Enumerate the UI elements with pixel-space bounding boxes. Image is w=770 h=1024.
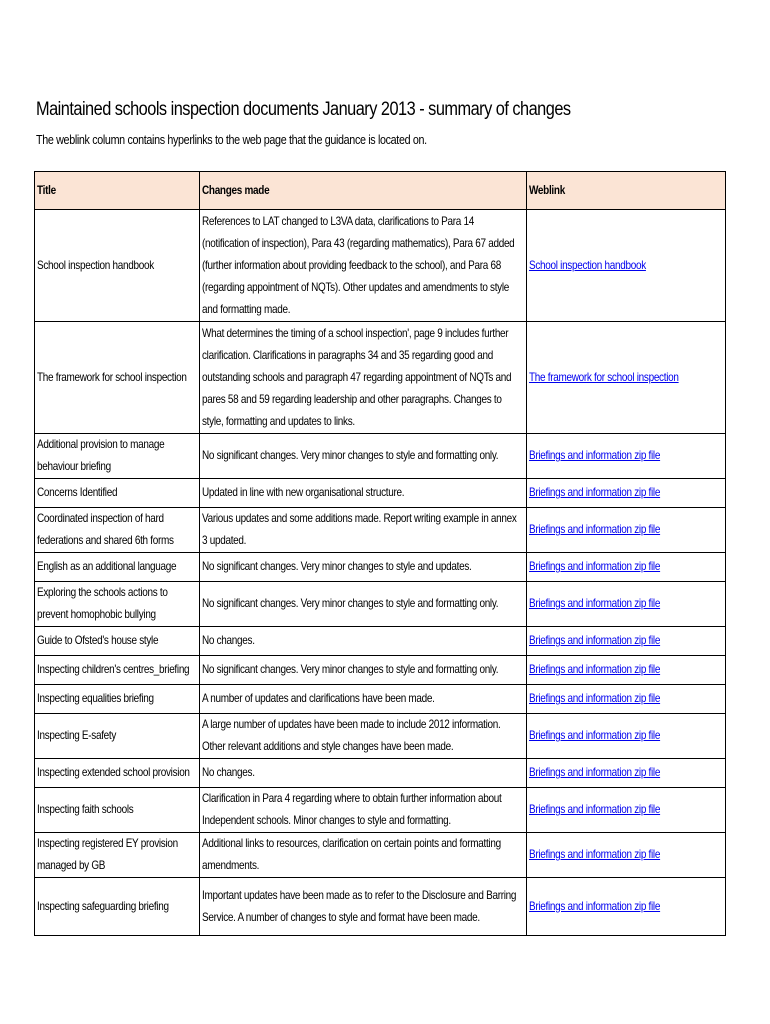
table-row	[35, 434, 726, 479]
changes-made-cell: A number of updates and clarifications have been made.	[200, 685, 527, 714]
changes-made-cell: No significant changes. Very minor changes to style and formatting only.	[200, 582, 527, 627]
weblink-link[interactable]: Briefings and information zip file	[529, 634, 661, 647]
document-title-cell: Additional provision to manage behaviour briefing	[35, 434, 200, 479]
table-row	[35, 553, 726, 582]
changes-made-cell: Clarification in Para 4 regarding where to obtain further information about Independent schools. Minor changes to style and formatting.	[200, 788, 527, 833]
table-row	[35, 627, 726, 656]
document-title-cell: Inspecting equalities briefing	[35, 685, 200, 714]
table-row	[35, 210, 726, 322]
table-row	[35, 322, 726, 434]
weblink-cell	[527, 788, 726, 833]
weblink-cell	[527, 553, 726, 582]
document-title-cell: Guide to Ofsted's house style	[35, 627, 200, 656]
document-title-cell: Inspecting children's centres_briefing	[35, 656, 200, 685]
document-title-cell: Inspecting E-safety	[35, 714, 200, 759]
table-row	[35, 656, 726, 685]
table-header-row	[35, 172, 726, 210]
changes-made-cell: Updated in line with new organisational structure.	[200, 479, 527, 508]
column-header-title: Title	[35, 172, 200, 210]
changes-made-cell: No changes.	[200, 627, 527, 656]
weblink-cell	[527, 627, 726, 656]
changes-made-cell: No significant changes. Very minor changes to style and updates.	[200, 553, 527, 582]
weblink-link[interactable]: The framework for school inspection	[529, 370, 679, 384]
weblink-cell	[527, 508, 726, 553]
changes-made-cell: References to LAT changed to L3VA data, clarifications to Para 14 (notification of inspection), Para 43 (regarding mathematics), Para 67 added (further information about providing feedback to the school), and Para 68 (regarding appointment of NQTs). Other updates and amendments to style and formatting made.	[200, 210, 527, 322]
weblink-link[interactable]: Briefings and information zip file	[529, 848, 661, 861]
weblink-cell	[527, 479, 726, 508]
weblink-link[interactable]: Briefings and information zip file	[529, 597, 661, 610]
weblink-cell	[527, 322, 726, 434]
page-subtitle: The weblink column contains hyperlinks to the web page that the guidance is located on.	[36, 133, 427, 147]
document-title-cell: Concerns Identified	[35, 479, 200, 508]
changes-made-cell: No significant changes. Very minor changes to style and formatting only.	[200, 434, 527, 479]
changes-made-cell: What determines the timing of a school inspection', page 9 includes further clarification. Clarifications in paragraphs 34 and 35 regarding good and outstanding schools and paragraph 47 regarding appointment of NQTs and pares 58 and 59 regarding leadership and other paragraphs. Changes to style, formatting and updates to links.	[200, 322, 527, 434]
weblink-cell	[527, 656, 726, 685]
document-title-cell: Inspecting faith schools	[35, 788, 200, 833]
weblink-cell	[527, 759, 726, 788]
weblink-link[interactable]: Briefings and information zip file	[529, 899, 661, 913]
weblink-cell	[527, 714, 726, 759]
weblink-link[interactable]: School inspection handbook	[529, 258, 646, 272]
weblink-link[interactable]: Briefings and information zip file	[529, 486, 661, 499]
weblink-cell	[527, 878, 726, 936]
weblink-link[interactable]: Briefings and information zip file	[529, 766, 661, 779]
table-row	[35, 759, 726, 788]
weblink-link[interactable]: Briefings and information zip file	[529, 560, 661, 573]
column-header-changes: Changes made	[200, 172, 527, 210]
changes-made-cell: No changes.	[200, 759, 527, 788]
table-row	[35, 582, 726, 627]
table-row	[35, 479, 726, 508]
changes-made-cell: No significant changes. Very minor changes to style and formatting only.	[200, 656, 527, 685]
changes-made-cell: Additional links to resources, clarification on certain points and formatting amendments.	[200, 833, 527, 878]
table-row	[35, 714, 726, 759]
table-row	[35, 878, 726, 936]
document-title-cell: The framework for school inspection	[35, 322, 200, 434]
weblink-link[interactable]: Briefings and information zip file	[529, 729, 661, 742]
table-row	[35, 788, 726, 833]
weblink-cell	[527, 833, 726, 878]
table-row	[35, 508, 726, 553]
document-title-cell: English as an additional language	[35, 553, 200, 582]
document-title-cell: Inspecting extended school provision	[35, 759, 200, 788]
weblink-cell	[527, 685, 726, 714]
table-row	[35, 833, 726, 878]
weblink-link[interactable]: Briefings and information zip file	[529, 692, 661, 705]
changes-table	[34, 171, 726, 936]
column-header-weblink: Weblink	[527, 172, 726, 210]
document-title-cell: Inspecting safeguarding briefing	[35, 878, 200, 936]
changes-made-cell: A large number of updates have been made to include 2012 information. Other relevant additions and style changes have been made.	[200, 714, 527, 759]
changes-made-cell: Important updates have been made as to refer to the Disclosure and Barring Service. A number of changes to style and format have been made.	[200, 878, 527, 936]
weblink-link[interactable]: Briefings and information zip file	[529, 803, 661, 816]
weblink-cell	[527, 210, 726, 322]
document-title-cell: Inspecting registered EY provision managed by GB	[35, 833, 200, 878]
weblink-cell	[527, 434, 726, 479]
changes-made-cell: Various updates and some additions made. Report writing example in annex 3 updated.	[200, 508, 527, 553]
document-title-cell: School inspection handbook	[35, 210, 200, 322]
weblink-link[interactable]: Briefings and information zip file	[529, 663, 661, 676]
weblink-link[interactable]: Briefings and information zip file	[529, 523, 661, 536]
weblink-link[interactable]: Briefings and information zip file	[529, 449, 661, 462]
page-title: Maintained schools inspection documents January 2013 - summary of changes	[36, 99, 571, 120]
weblink-cell	[527, 582, 726, 627]
document-title-cell: Exploring the schools actions to prevent homophobic bullying	[35, 582, 200, 627]
table-row	[35, 685, 726, 714]
document-title-cell: Coordinated inspection of hard federations and shared 6th forms	[35, 508, 200, 553]
